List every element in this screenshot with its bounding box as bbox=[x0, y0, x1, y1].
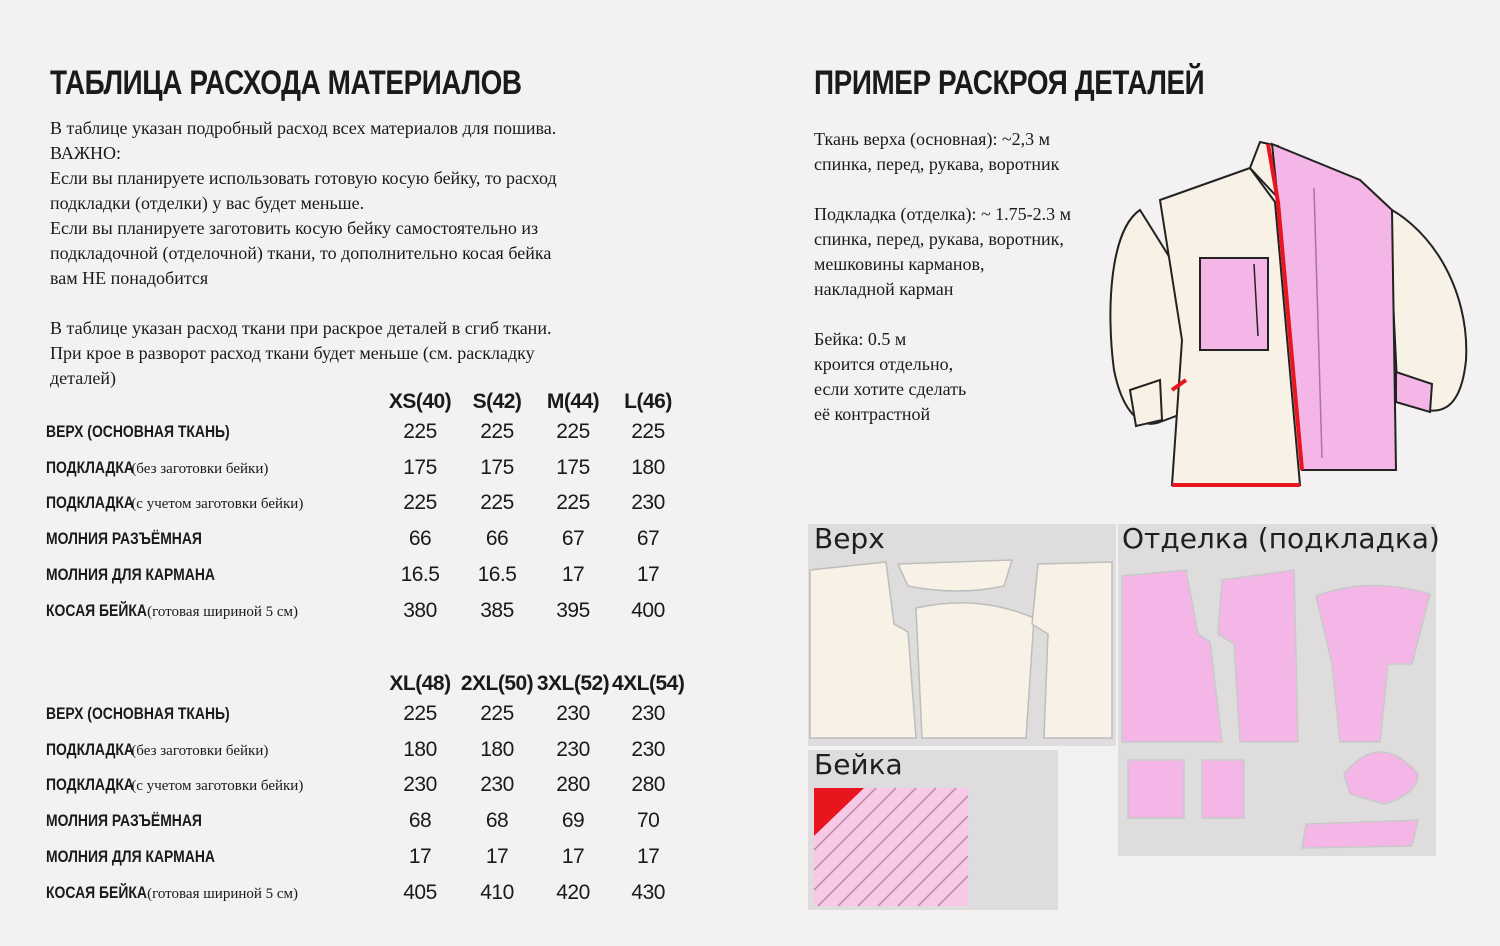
material-cell bbox=[46, 486, 380, 522]
intro-line: подкладки (отделки) у вас будет меньше. bbox=[50, 193, 365, 213]
material-note: (с учетом заготовки бейки) bbox=[131, 778, 304, 795]
amount-cell: 16.5 bbox=[477, 563, 517, 587]
fold-note-line: В таблице указан расход ткани при раскрое деталей в сгиб ткани. bbox=[50, 318, 552, 338]
material-name: ПОДКЛАДКА bbox=[46, 457, 134, 477]
cutting-example-title: ПРИМЕР РАСКРОЯ ДЕТАЛЕЙ bbox=[814, 64, 1205, 102]
fabric-note-line: мешковины карманов, bbox=[814, 254, 985, 274]
fabric-note-line: Бейка: 0.5 м bbox=[814, 329, 907, 349]
amount-cell: 16.5 bbox=[400, 563, 440, 587]
material-name: КОСАЯ БЕЙКА bbox=[46, 600, 147, 620]
lining-layout bbox=[1118, 522, 1440, 856]
fabric-note-line: если хотите сделать bbox=[814, 379, 967, 399]
lining-label: Отделка (подкладка) bbox=[1122, 522, 1440, 555]
amount-cell: 380 bbox=[403, 598, 437, 622]
material-name: ПОДКЛАДКА bbox=[46, 493, 134, 513]
table-row bbox=[46, 839, 684, 875]
fold-note-line: При крое в разворот расход ткани будет меньше (см. раскладку bbox=[50, 343, 535, 363]
amount-cell: 225 bbox=[403, 701, 437, 725]
amount-cell: 67 bbox=[561, 527, 585, 551]
header-spacer bbox=[46, 660, 380, 696]
lining-pieces bbox=[1118, 524, 1436, 856]
amount-cell: 17 bbox=[408, 845, 432, 869]
size-header-row bbox=[46, 378, 684, 414]
fabric-note-line: спинка, перед, рукава, воротник bbox=[814, 154, 1060, 174]
amount-cell: 230 bbox=[631, 491, 665, 515]
amount-cell: 400 bbox=[631, 598, 665, 622]
amount-cell: 68 bbox=[408, 809, 432, 833]
table-row bbox=[46, 414, 684, 450]
amount-cell: 225 bbox=[631, 419, 665, 443]
material-name: ВЕРХ (ОСНОВНАЯ ТКАНЬ) bbox=[46, 421, 230, 441]
table-row bbox=[46, 557, 684, 593]
fabric-note-line: её контрастной bbox=[814, 404, 931, 424]
size-header: 2XL(50) bbox=[460, 672, 534, 695]
size-header: M(44) bbox=[546, 390, 600, 413]
amount-cell: 69 bbox=[561, 809, 585, 833]
material-name: МОЛНИЯ ДЛЯ КАРМАНА bbox=[46, 847, 215, 867]
material-name: МОЛНИЯ РАЗЪЁМНАЯ bbox=[46, 529, 202, 549]
table-row bbox=[46, 875, 684, 911]
amount-cell: 430 bbox=[631, 880, 665, 904]
amount-cell: 280 bbox=[556, 773, 590, 797]
material-note: (без заготовки бейки) bbox=[131, 742, 269, 759]
amount-cell: 230 bbox=[556, 701, 590, 725]
fabric-note-line: спинка, перед, рукава, воротник, bbox=[814, 229, 1064, 249]
table-row bbox=[46, 593, 684, 629]
material-cell bbox=[46, 768, 380, 804]
amount-cell: 230 bbox=[631, 701, 665, 725]
amount-cell: 225 bbox=[556, 419, 590, 443]
consumption-table-large-sizes bbox=[46, 660, 684, 911]
material-name: ПОДКЛАДКА bbox=[46, 775, 134, 795]
top-fabric-label: Верх bbox=[814, 522, 885, 555]
amount-cell: 230 bbox=[556, 737, 590, 761]
amount-cell: 180 bbox=[631, 455, 665, 479]
size-header-row bbox=[46, 660, 684, 696]
material-cell bbox=[46, 732, 380, 768]
material-cell bbox=[46, 593, 380, 629]
intro-line: В таблице указан подробный расход всех материалов для пошива. bbox=[50, 118, 557, 138]
material-note: (готовая шириной 5 см) bbox=[147, 885, 299, 902]
amount-cell: 175 bbox=[480, 455, 514, 479]
amount-cell: 405 bbox=[403, 880, 437, 904]
intro-line: Если вы планируете использовать готовую косую бейку, то расход bbox=[50, 168, 557, 188]
amount-cell: 17 bbox=[636, 563, 660, 587]
material-name: ВЕРХ (ОСНОВНАЯ ТКАНЬ) bbox=[46, 703, 230, 723]
size-header: XS(40) bbox=[388, 390, 452, 413]
amount-cell: 230 bbox=[480, 773, 514, 797]
header-spacer bbox=[46, 378, 380, 414]
amount-cell: 17 bbox=[561, 563, 585, 587]
intro-text bbox=[50, 116, 690, 291]
amount-cell: 280 bbox=[631, 773, 665, 797]
material-name: МОЛНИЯ ДЛЯ КАРМАНА bbox=[46, 565, 215, 585]
amount-cell: 68 bbox=[485, 809, 509, 833]
material-cell bbox=[46, 450, 380, 486]
fabric-note-line: накладной карман bbox=[814, 279, 954, 299]
intro-line: Если вы планируете заготовить косую бейку самостоятельно из bbox=[50, 218, 539, 238]
size-header: XL(48) bbox=[389, 672, 451, 695]
amount-cell: 17 bbox=[485, 845, 509, 869]
amount-cell: 175 bbox=[556, 455, 590, 479]
material-note: (готовая шириной 5 см) bbox=[147, 603, 299, 620]
material-name: КОСАЯ БЕЙКА bbox=[46, 882, 147, 902]
fabric-notes bbox=[814, 127, 1114, 452]
amount-cell: 66 bbox=[408, 527, 432, 551]
fabric-note-block bbox=[814, 127, 1114, 177]
material-cell bbox=[46, 875, 380, 911]
amount-cell: 225 bbox=[480, 491, 514, 515]
amount-cell: 225 bbox=[556, 491, 590, 515]
fabric-note-line: Подкладка (отделка): ~ 1.75-2.3 м bbox=[814, 204, 1072, 224]
jacket-illustration bbox=[1100, 140, 1470, 490]
intro-line: ВАЖНО: bbox=[50, 143, 121, 163]
binding-label: Бейка bbox=[814, 748, 903, 781]
table-row bbox=[46, 450, 684, 486]
table-row bbox=[46, 732, 684, 768]
amount-cell: 17 bbox=[561, 845, 585, 869]
fabric-note-block bbox=[814, 327, 1114, 427]
amount-cell: 67 bbox=[636, 527, 660, 551]
size-header: L(46) bbox=[624, 390, 672, 413]
materials-table-title: ТАБЛИЦА РАСХОДА МАТЕРИАЛОВ bbox=[50, 64, 522, 102]
amount-cell: 395 bbox=[556, 598, 590, 622]
amount-cell: 230 bbox=[403, 773, 437, 797]
material-cell bbox=[46, 521, 380, 557]
binding-strips bbox=[808, 750, 1058, 910]
amount-cell: 410 bbox=[480, 880, 514, 904]
table-row bbox=[46, 803, 684, 839]
amount-cell: 225 bbox=[480, 419, 514, 443]
amount-cell: 70 bbox=[637, 809, 660, 833]
top-fabric-layout bbox=[808, 524, 1116, 746]
material-cell bbox=[46, 557, 380, 593]
intro-line: вам НЕ понадобится bbox=[50, 268, 209, 288]
material-name: ПОДКЛАДКА bbox=[46, 739, 134, 759]
amount-cell: 385 bbox=[480, 598, 514, 622]
amount-cell: 66 bbox=[485, 527, 509, 551]
amount-cell: 17 bbox=[637, 845, 660, 869]
intro-line: подкладочной (отделочной) ткани, то дополнительно косая бейка bbox=[50, 243, 552, 263]
fabric-note-line: Ткань верха (основная): ~2,3 м bbox=[814, 129, 1051, 149]
size-header: 3XL(52) bbox=[536, 672, 610, 695]
table-row bbox=[46, 696, 684, 732]
amount-cell: 230 bbox=[631, 737, 665, 761]
amount-cell: 175 bbox=[403, 455, 437, 479]
amount-cell: 225 bbox=[403, 419, 437, 443]
material-cell bbox=[46, 839, 380, 875]
fold-note-line: деталей) bbox=[50, 368, 116, 388]
consumption-table-small-sizes bbox=[46, 378, 684, 629]
material-name: МОЛНИЯ РАЗЪЁМНАЯ bbox=[46, 811, 202, 831]
table-row bbox=[46, 486, 684, 522]
binding-layout bbox=[808, 750, 1058, 910]
fabric-note-block bbox=[814, 202, 1114, 302]
amount-cell: 225 bbox=[480, 701, 514, 725]
material-note: (без заготовки бейки) bbox=[131, 460, 269, 477]
size-header: 4XL(54) bbox=[612, 672, 685, 695]
size-header: S(42) bbox=[472, 390, 522, 413]
fabric-note-line: кроится отдельно, bbox=[814, 354, 954, 374]
material-cell bbox=[46, 696, 380, 732]
material-note: (с учетом заготовки бейки) bbox=[131, 496, 304, 513]
top-fabric-pieces bbox=[808, 524, 1116, 746]
amount-cell: 180 bbox=[403, 737, 437, 761]
table-row bbox=[46, 521, 684, 557]
amount-cell: 180 bbox=[480, 737, 514, 761]
table-row bbox=[46, 768, 684, 804]
amount-cell: 225 bbox=[403, 491, 437, 515]
amount-cell: 420 bbox=[556, 880, 590, 904]
material-cell bbox=[46, 803, 380, 839]
material-cell bbox=[46, 414, 380, 450]
